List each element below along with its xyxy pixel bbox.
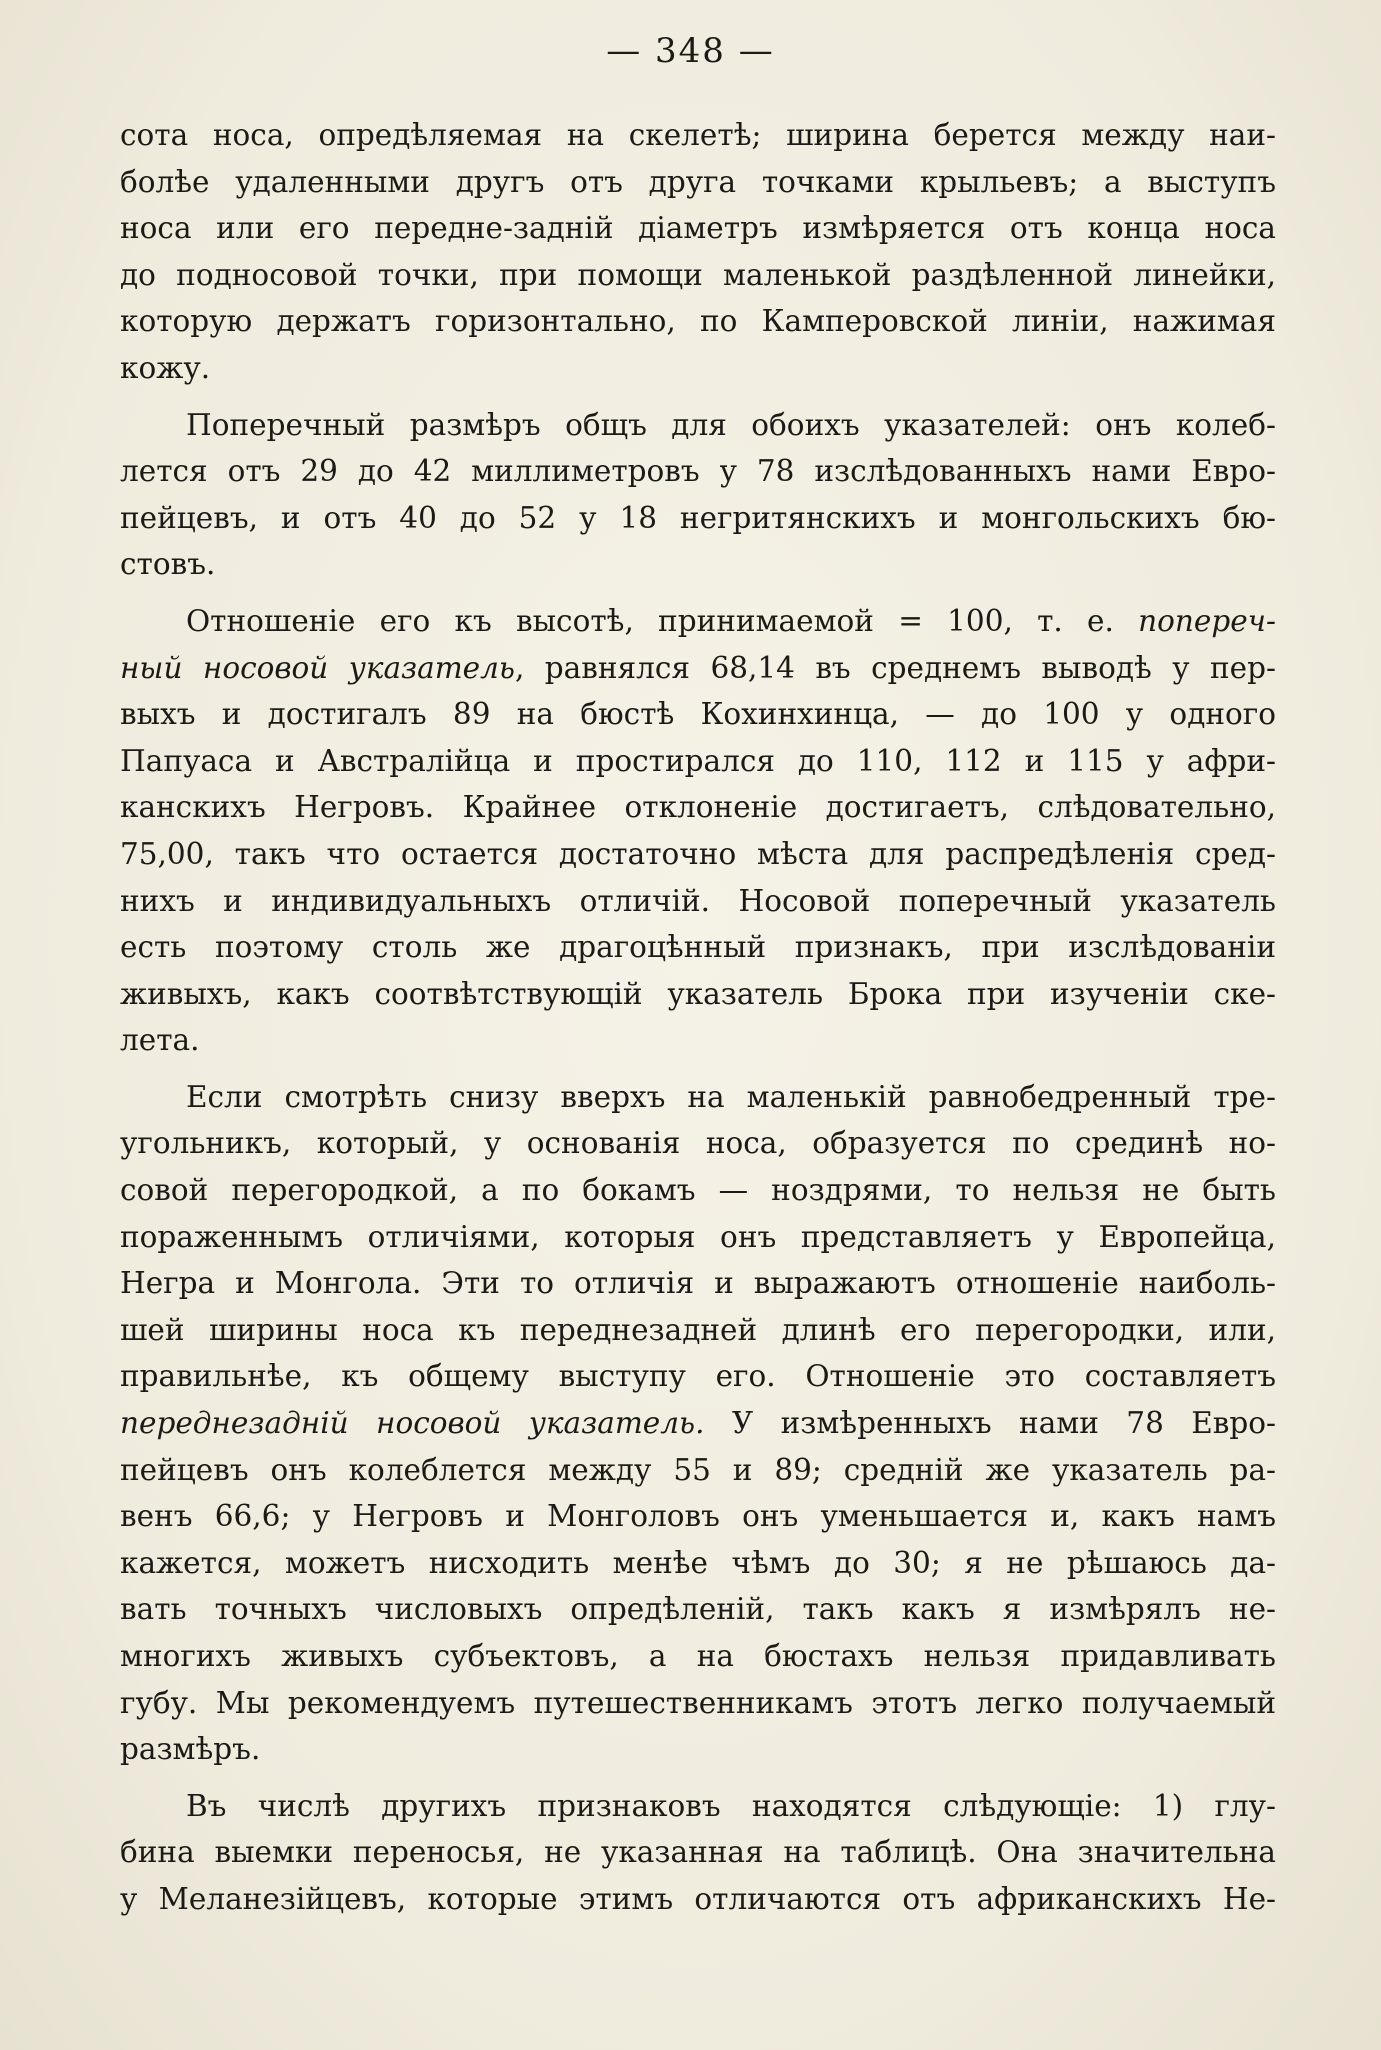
text-line: Негра и Монгола. Эти то отличія и выражаютъ отношеніе наиболь- bbox=[120, 1266, 1276, 1301]
italic-term: ный носовой указатель bbox=[120, 650, 515, 685]
text-segment: равнялся 68,14 въ среднемъ выводѣ у пер- bbox=[544, 650, 1276, 685]
text-line: бина выемки переносья, не указанная на таблицѣ. Она значительна bbox=[120, 1835, 1276, 1870]
italic-term: попереч- bbox=[1138, 603, 1276, 638]
text-segment: Отношеніе его къ высотѣ, принимаемой = 100, т. е. bbox=[186, 603, 1114, 638]
text-line: угольникъ, который, у основанія носа, образуется по срединѣ но- bbox=[120, 1126, 1276, 1161]
italic-term: переднезадній носовой указатель. bbox=[120, 1406, 705, 1441]
text-line: губу. Мы рекомендуемъ путешественникамъ этотъ легко получаемый bbox=[120, 1685, 1276, 1720]
text-line: у Меланезійцевъ, которые этимъ отличаются отъ африканскихъ Не- bbox=[120, 1881, 1276, 1916]
text-line: которую держатъ горизонтально, по Камперовской линіи, нажимая bbox=[120, 304, 1276, 339]
text-line: есть поэтому столь же драгоцѣнный признакъ, при изслѣдованіи bbox=[120, 930, 1276, 965]
text-line: пейцевъ онъ колеблется между 55 и 89; средній же указатель ра- bbox=[120, 1452, 1276, 1487]
text-line: нихъ и индивидуальныхъ отличій. Носовой поперечный указатель bbox=[120, 883, 1276, 918]
text-line: правильнѣе, къ общему выступу его. Отношеніе это составляетъ bbox=[120, 1359, 1276, 1394]
text-line: лется отъ 29 до 42 миллиметровъ у 78 изслѣдованныхъ нами Евро- bbox=[120, 454, 1276, 489]
text-line: шей ширины носа къ переднезадней длинѣ его перегородки, или, bbox=[120, 1312, 1276, 1347]
text-line: многихъ живыхъ субъектовъ, а на бюстахъ нельзя придавливать bbox=[120, 1639, 1276, 1673]
text-line: болѣе удаленными другъ отъ друга точками крыльевъ; а выступъ bbox=[120, 164, 1276, 199]
text-line: кажется, можетъ нисходить менѣе чѣмъ до 30; я не рѣшаюсь да- bbox=[120, 1545, 1276, 1580]
text-segment: У измѣренныхъ нами 78 Евро- bbox=[731, 1406, 1276, 1441]
text-line: носа или его передне-задній діаметръ измѣряется отъ конца носа bbox=[120, 211, 1276, 246]
text-line: совой перегородкой, а по бокамъ — ноздрями, то нельзя не быть bbox=[120, 1173, 1276, 1208]
paragraph-start-line: Если смотрѣть снизу вверхъ на маленькій равнобедренный тре- bbox=[186, 1079, 1276, 1114]
text-line: выхъ и достигалъ 89 на бюстѣ Кохинхинца, — до 100 у одного bbox=[120, 697, 1276, 732]
text-line: венъ 66,6; у Негровъ и Монголовъ онъ уменьшается и, какъ намъ bbox=[120, 1499, 1276, 1534]
text-line: Папуаса и Австралійца и простирался до 110, 112 и 115 у афри- bbox=[120, 743, 1276, 778]
page-number-header: — 348 — bbox=[606, 31, 775, 71]
text-line: канскихъ Негровъ. Крайнее отклоненіе достигаетъ, слѣдовательно, bbox=[120, 790, 1276, 825]
text-line: пейцевъ, и отъ 40 до 52 у 18 негритянскихъ и монгольскихъ бю- bbox=[120, 500, 1276, 535]
text-line: вать точныхъ числовыхъ опредѣленій, такъ какъ я измѣрялъ не- bbox=[120, 1592, 1276, 1627]
text-line: стовъ. bbox=[120, 547, 216, 582]
text-line: ный носовой указатель, равнялся 68,14 въ среднемъ выводѣ у пер- bbox=[120, 650, 1276, 685]
page-body bbox=[120, 112, 1276, 1923]
paragraph-start-line: Въ числѣ другихъ признаковъ находятся слѣдующіе: 1) глу- bbox=[186, 1788, 1276, 1823]
text-line: сота носа, опредѣляемая на скелетѣ; ширина берется между наи- bbox=[120, 118, 1276, 152]
text-line: до подносовой точки, при помощи маленькой раздѣленной линейки, bbox=[120, 257, 1276, 292]
text-line: 75,00, такъ что остается достаточно мѣста для распредѣленія сред- bbox=[120, 836, 1276, 871]
paragraph-start-line: Поперечный размѣръ общъ для обоихъ указателей: онъ колеб- bbox=[186, 407, 1276, 442]
text-line: живыхъ, какъ соотвѣтствующій указатель Брока при изученіи ске- bbox=[120, 976, 1276, 1011]
text-line: лета. bbox=[120, 1023, 200, 1058]
text-line: размѣръ. bbox=[120, 1732, 261, 1767]
text-line bbox=[120, 1400, 1276, 1447]
text-line: пораженнымъ отличіями, которыя онъ представляетъ у Европейца, bbox=[120, 1219, 1276, 1254]
text-line: кожу. bbox=[120, 350, 211, 385]
paragraph-start-line bbox=[120, 598, 1276, 645]
